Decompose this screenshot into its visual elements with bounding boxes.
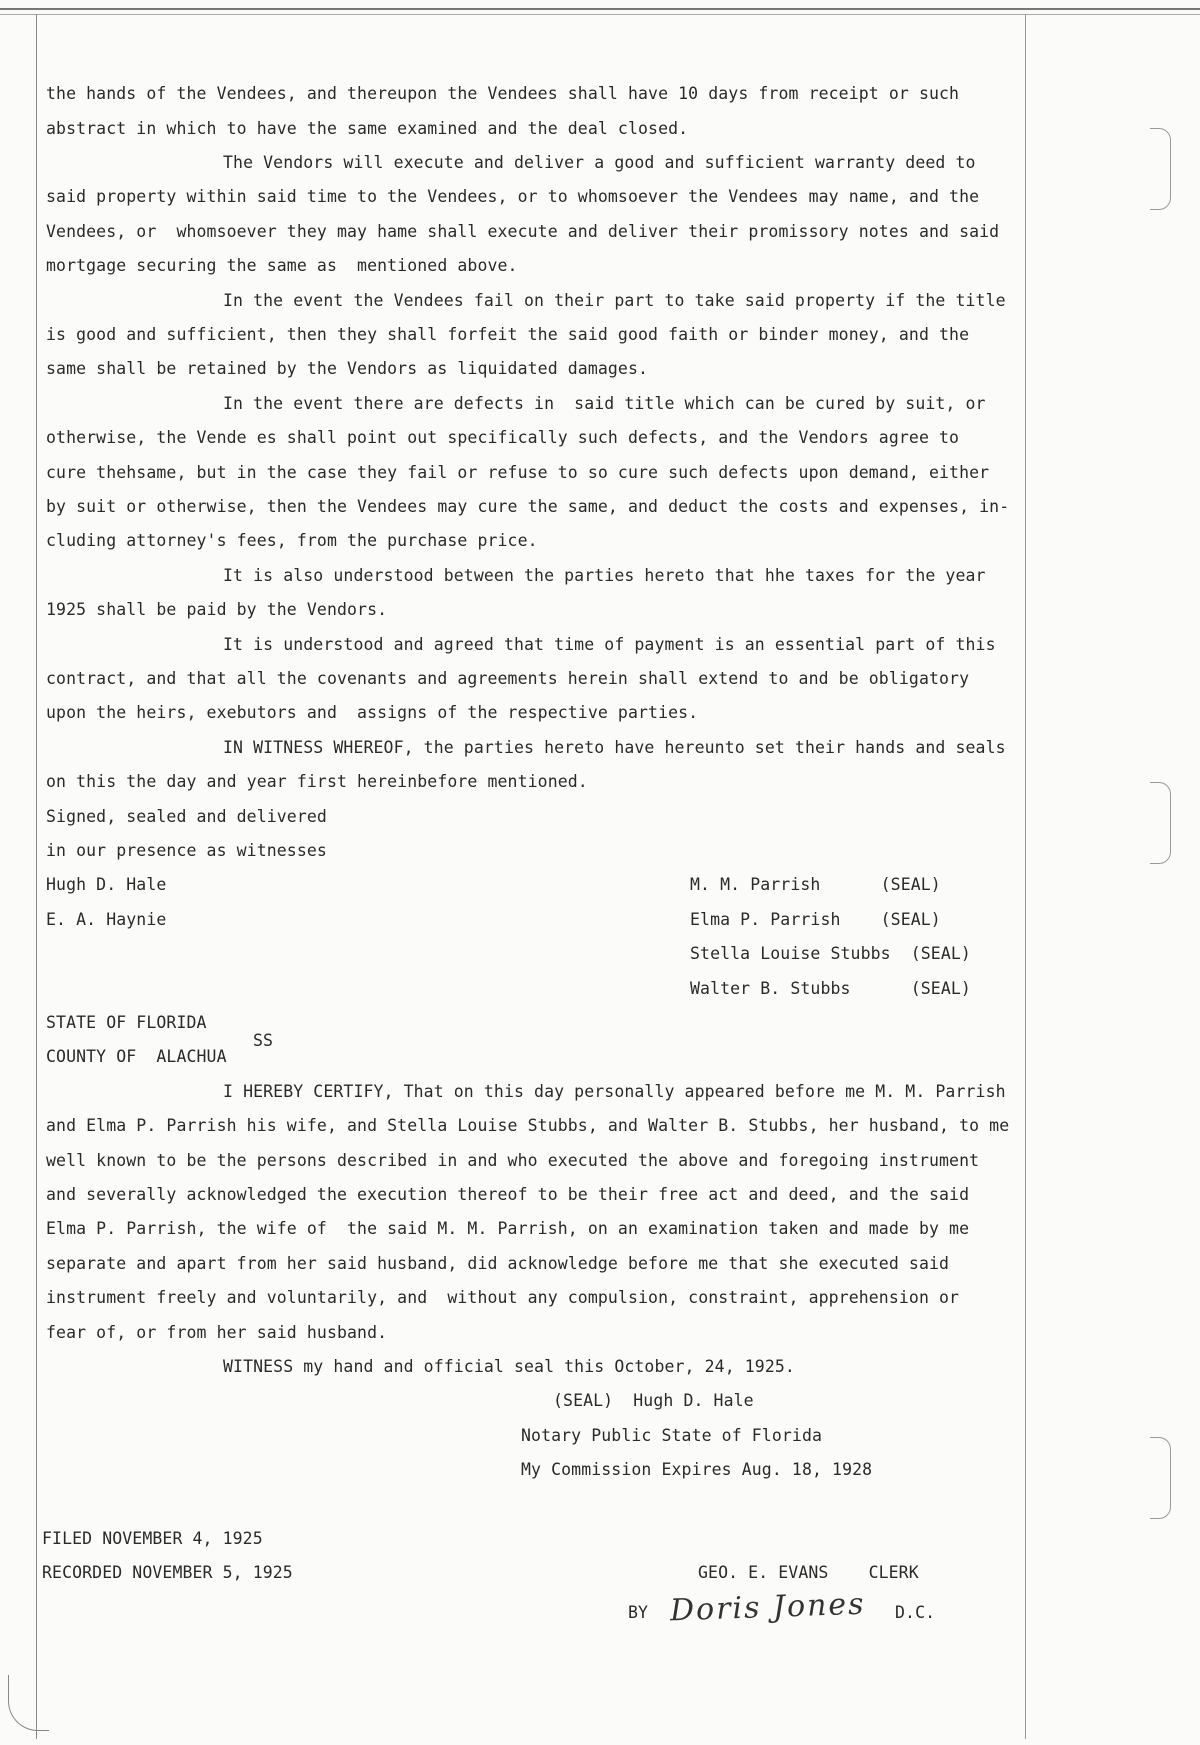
text-line: same shall be retained by the Vendors as liquidated damages.: [46, 359, 649, 378]
text-line: cure thehsame, but in the case they fail or refuse to so cure such defects upon demand, either: [46, 463, 990, 482]
filed-date: FILED NOVEMBER 4, 1925: [42, 1529, 263, 1548]
text-line: 1925 shall be paid by the Vendors.: [46, 600, 388, 619]
text-line: separate and apart from her said husband, did acknowledge before me that she executed said: [46, 1254, 950, 1273]
notary-seal: (SEAL) Hugh D. Hale: [553, 1391, 754, 1410]
signer-name: Stella Louise Stubbs (SEAL): [690, 944, 971, 963]
text-line: It is understood and agreed that time of payment is an essential part of this: [223, 635, 996, 654]
text-line: is good and sufficient, then they shall forfeit the said good faith or binder money, and the: [46, 325, 970, 344]
venue-state: STATE OF FLORIDA: [46, 1013, 207, 1032]
text-line: In the event there are defects in said title which can be cured by suit, or: [223, 394, 986, 413]
text-line: upon the heirs, exebutors and assigns of the respective parties.: [46, 703, 699, 722]
deputy-clerk-signature: Doris Jones: [669, 1586, 867, 1629]
binder-hole: [1150, 1437, 1171, 1519]
page-corner-curve: [8, 1675, 49, 1731]
text-line: IN WITNESS WHEREOF, the parties hereto have hereunto set their hands and seals: [223, 738, 1006, 757]
text-line: mortgage securing the same as mentioned above.: [46, 256, 518, 275]
text-line: Signed, sealed and delivered: [46, 807, 327, 826]
right-margin-rule: [1025, 14, 1026, 1739]
text-line: It is also understood between the parties hereto that hhe taxes for the year: [223, 566, 986, 585]
text-line: by suit or otherwise, then the Vendees may cure the same, and deduct the costs and expenses, in-: [46, 497, 1010, 516]
top-border: [0, 8, 1200, 15]
witness-name: E. A. Haynie: [46, 910, 167, 929]
text-line: The Vendors will execute and deliver a good and sufficient warranty deed to: [223, 153, 976, 172]
text-line: instrument freely and voluntarily, and without any compulsion, constraint, apprehension or: [46, 1288, 960, 1307]
dc-label: D.C.: [895, 1603, 936, 1622]
text-line: abstract in which to have the same examined and the deal closed.: [46, 119, 689, 138]
text-line: on this the day and year first hereinbefore mentioned.: [46, 772, 588, 791]
text-line: I HEREBY CERTIFY, That on this day personally appeared before me M. M. Parrish: [223, 1082, 1006, 1101]
signer-name: Walter B. Stubbs (SEAL): [690, 979, 971, 998]
signer-name: Elma P. Parrish (SEAL): [690, 910, 941, 929]
left-margin-rule: [36, 14, 37, 1739]
by-label: BY: [628, 1603, 649, 1622]
text-line: Vendees, or whomsoever they may hame shall execute and deliver their promissory notes and said: [46, 222, 1000, 241]
text-line: contract, and that all the covenants and agreements herein shall extend to and be obligatory: [46, 669, 970, 688]
text-line: otherwise, the Vende es shall point out specifically such defects, and the Vendors agree to: [46, 428, 960, 447]
text-line: In the event the Vendees fail on their part to take said property if the title: [223, 291, 1006, 310]
binder-hole: [1150, 128, 1171, 210]
notary-commission: My Commission Expires Aug. 18, 1928: [521, 1460, 873, 1479]
text-line: in our presence as witnesses: [46, 841, 327, 860]
notary-title: Notary Public State of Florida: [521, 1426, 823, 1445]
signer-name: M. M. Parrish (SEAL): [690, 875, 941, 894]
text-line: Elma P. Parrish, the wife of the said M. M. Parrish, on an examination taken and made by me: [46, 1219, 970, 1238]
text-line: and severally acknowledged the execution thereof to be their free act and deed, and the said: [46, 1185, 970, 1204]
text-line: WITNESS my hand and official seal this October, 24, 1925.: [223, 1357, 795, 1376]
text-line: well known to be the persons described in and who executed the above and foregoing instrument: [46, 1151, 980, 1170]
recorded-date: RECORDED NOVEMBER 5, 1925: [42, 1563, 293, 1582]
clerk-name: GEO. E. EVANS CLERK: [698, 1563, 919, 1582]
text-line: and Elma P. Parrish his wife, and Stella Louise Stubbs, and Walter B. Stubbs, her husband, to me: [46, 1116, 1010, 1135]
binder-hole: [1150, 782, 1171, 864]
text-line: the hands of the Vendees, and thereupon the Vendees shall have 10 days from receipt or such: [46, 84, 960, 103]
venue-county: COUNTY OF ALACHUA: [46, 1047, 227, 1066]
text-line: fear of, or from her said husband.: [46, 1323, 388, 1342]
witness-name: Hugh D. Hale: [46, 875, 167, 894]
venue-ss: SS: [253, 1031, 274, 1050]
text-line: said property within said time to the Vendees, or to whomsoever the Vendees may name, and the: [46, 187, 980, 206]
text-line: cluding attorney's fees, from the purchase price.: [46, 531, 538, 550]
